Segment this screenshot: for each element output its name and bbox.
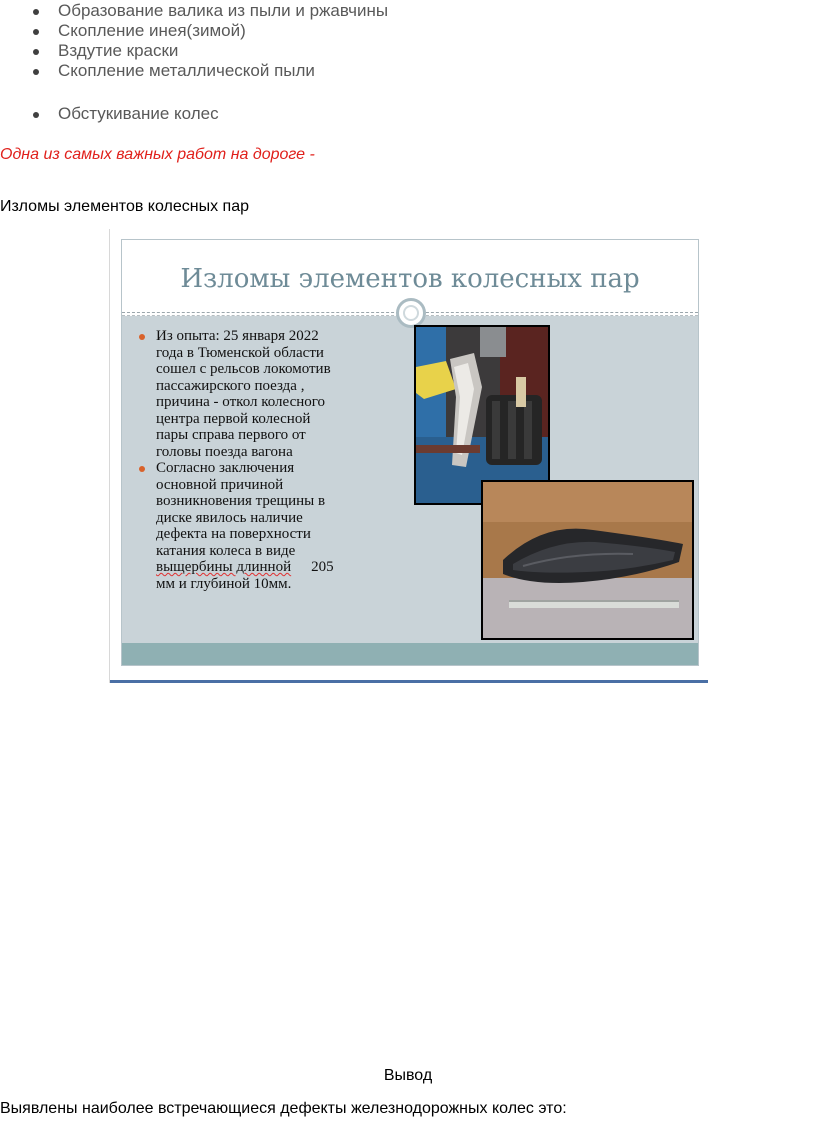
slide-bullet-line-with-number	[156, 559, 406, 576]
slide-footer-bar	[122, 643, 698, 665]
slide-bullet-line: пары справа первого от	[156, 427, 306, 443]
slide-bullet-list	[136, 328, 406, 592]
slide-bullet-line: мм и глубиной 10мм.	[156, 575, 292, 592]
wheel-fragment-photo	[481, 480, 694, 640]
list-item-text: Обстукивание колес	[58, 104, 219, 123]
embedded-slide	[109, 229, 708, 683]
section-heading: Изломы элементов колесных пар	[0, 198, 249, 215]
slide-bullet-item	[136, 328, 406, 460]
bullet-dot-icon	[33, 9, 39, 15]
conclusion-heading: Вывод	[383, 1067, 433, 1084]
slide-bottom-rule	[110, 680, 708, 683]
slide-bullet-line: возникновения трещины в	[156, 493, 326, 509]
slide-bullet-line: причина - откол колесного	[156, 394, 326, 410]
list-item-text: Скопление инея(зимой)	[58, 21, 246, 40]
slide-bullet-line: Согласно заключения	[156, 460, 295, 476]
slide-bullet-line: дефекта на поверхности	[156, 526, 311, 542]
slide-bullet-line: основной причиной	[156, 476, 284, 493]
bullet-dot-icon	[33, 49, 39, 55]
slide-bullet-line: пассажирского поезда ,	[156, 377, 305, 394]
slide-canvas	[121, 239, 699, 666]
list-item-text: Скопление металлической пыли	[58, 61, 315, 80]
slide-bullet-line: Из опыта: 25 января 2022	[156, 328, 319, 344]
bullet-dot-icon	[33, 29, 39, 35]
bullet-dot-icon	[139, 334, 145, 340]
slide-bullet-line: года в Тюменской области	[156, 344, 324, 361]
list-item-text: Вздутие краски	[58, 41, 179, 60]
slide-bullet-item	[136, 460, 406, 592]
locomotive-photo	[414, 325, 550, 505]
slide-bullet-line: головы поезда вагона	[156, 443, 293, 460]
bullet-dot-icon	[33, 112, 39, 118]
bullet-dot-icon	[33, 69, 39, 75]
slide-bullet-line: катания колеса в виде	[156, 542, 296, 559]
slide-title: Изломы элементов колесных пар	[180, 264, 640, 294]
conclusion-text: Выявлены наиболее встречающиеся дефекты железнодорожных колес это:	[0, 1100, 567, 1117]
slide-bullet-line: диске явилось наличие	[156, 509, 303, 526]
ring-ornament-icon	[396, 298, 426, 328]
spellcheck-underlined-text: выщербины длинной	[156, 559, 292, 575]
italic-note: Одна из самых важных работ на дороге -	[0, 146, 315, 163]
list-item-text: Образование валика из пыли и ржавчины	[58, 1, 389, 20]
slide-bullet-line: центра первой колесной	[156, 410, 311, 427]
length-value: 205	[311, 559, 334, 575]
bullet-dot-icon	[139, 466, 145, 472]
slide-bullet-line: сошел с рельсов локомотив	[156, 361, 331, 377]
